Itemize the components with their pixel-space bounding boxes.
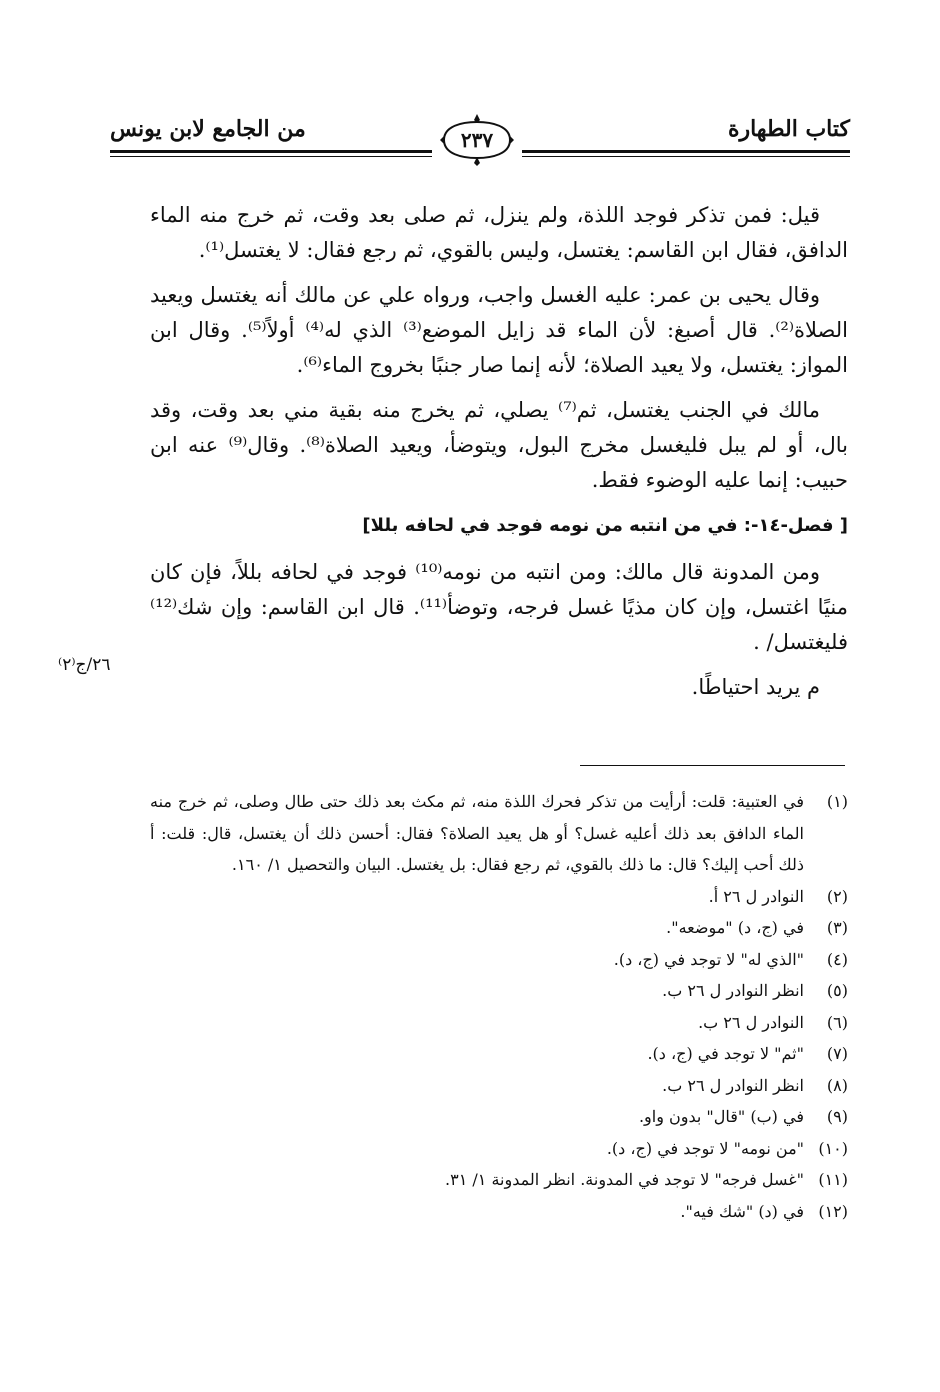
paragraph: مالك في الجنب يغتسل، ثم⁽⁷⁾ يصلي، ثم يخرج منه بقية مني بعد وقت، وقد بال، أو لم يبل فليغسل مخرج البول، ويتوضأ، ويعيد الصلاة⁽⁸⁾. وقال⁽⁹⁾ عنه ابن حبيب: إنما عليه الوضوء فقط. — [150, 398, 848, 492]
footnote-text: النوادر ل ٢٦ أ. — [708, 886, 804, 906]
footnote-text: في (د) "شك فيه". — [680, 1201, 804, 1221]
footnote — [150, 1196, 848, 1228]
footnote-number: (٢) — [826, 886, 848, 906]
footnote-number: (٣) — [826, 918, 848, 937]
footnote-text: انظر النوادر ل ٢٦ ب. — [662, 1075, 804, 1095]
footnote — [150, 1133, 848, 1165]
footnote — [150, 786, 848, 881]
footnote — [150, 1164, 848, 1196]
footnote-number: (٦) — [826, 1012, 848, 1032]
footnote-text: "من نومه" لا توجد في (ج، د). — [606, 1138, 804, 1158]
footnote-number: (١) — [826, 792, 848, 811]
footnote — [150, 1101, 848, 1133]
paragraph: قيل: فمن تذكر فوجد اللذة، ولم ينزل، ثم صلى بعد وقت، ثم خرج منه الماء الدافق، فقال ابن القاسم: يغتسل، وليس بالقوي، ثم رجع فقال: لا يغتسل⁽¹⁾. — [150, 203, 848, 262]
page-number-ornament — [432, 112, 522, 168]
footnote-text: في (ب) "قال" بدون واو. — [638, 1107, 804, 1126]
footnote-number: (١١) — [818, 1170, 848, 1189]
footnote-number: (١٠) — [818, 1138, 848, 1158]
footnote-text: النوادر ل ٢٦ ب. — [698, 1012, 804, 1032]
page-number: ٢٣٧ — [460, 128, 494, 152]
footnote-text: في العتبية: قلت: أرأيت من تذكر فحرك اللذة منه، ثم مكث بعد ذلك حتى طال وصلى، ثم خرج منه الماء الدافق بعد ذلك أعليه غسل؟ أو هل يعيد الصلاة؟ فقال: أحسن ذلك أن يغتسل، قال: قلت: أ ذلك أحب إليك؟ قال: ما ذلك بالقوي، ثم رجع فقال: بل يغتسل. البيان والتحصيل ١/ ١٦٠. — [150, 792, 804, 874]
footnote-text: "غسل فرجه" لا توجد في المدونة. انظر المدونة ١/ ٣١. — [445, 1170, 804, 1189]
footnotes — [150, 786, 848, 1227]
footnote-number: (٤) — [826, 949, 848, 969]
footnote-text: "ثم" لا توجد في (ج، د). — [647, 1044, 804, 1063]
paragraph: وقال يحيى بن عمر: عليه الغسل واجب، ورواه علي عن مالك أنه يغتسل ويعيد الصلاة⁽²⁾. قال أصبغ: لأن الماء قد زايل الموضع⁽³⁾ الذي له⁽⁴⁾ أولاً⁽⁵⁾. وقال ابن المواز: يغتسل، ولا يعيد الصلاة؛ لأنه إنما صار جنبًا بخروج الماء⁽⁶⁾. — [150, 283, 848, 377]
footnote-number: (١٢) — [818, 1201, 848, 1221]
paragraph: ومن المدونة قال مالك: ومن انتبه من نومه⁽¹⁰⁾ فوجد في لحافه بللاً، فإن كان منيًا اغتسل، وإن كان مذيًا غسل فرجه، وتوضأ⁽¹¹⁾. قال ابن القاسم: وإن شك⁽¹²⁾ فليغتسل/ . — [150, 560, 848, 654]
book-title: كتاب الطهارة — [727, 116, 850, 142]
footnote-number: (٥) — [826, 981, 848, 1000]
footnote-number: (٧) — [826, 1044, 848, 1063]
footnote — [150, 912, 848, 944]
manuscript-margin-note: ٢٦/ج⁽٢⁾ — [58, 655, 111, 675]
footnote-text: في (ج، د) "موضعه". — [666, 918, 804, 937]
footnote — [150, 975, 848, 1007]
footnote-text: "الذي له" لا توجد في (ج، د). — [613, 949, 804, 969]
paragraph: م يريد احتياطًا. — [691, 675, 820, 699]
footnote — [150, 1070, 848, 1102]
section-heading: [ فصل-١٤-: في من انتبه من نومه فوجد في لحافه بللا] — [362, 515, 848, 536]
work-title: من الجامع لابن يونس — [110, 116, 306, 142]
footnote-number: (٩) — [826, 1107, 848, 1126]
main-text — [150, 198, 848, 715]
footnote-text: انظر النوادر ل ٢٦ ب. — [662, 981, 804, 1000]
footnote-separator — [580, 765, 845, 766]
footnote — [150, 944, 848, 976]
running-header — [110, 112, 850, 172]
footnote-number: (٨) — [826, 1075, 848, 1095]
footnote — [150, 1038, 848, 1070]
footnote — [150, 881, 848, 913]
footnote — [150, 1007, 848, 1039]
